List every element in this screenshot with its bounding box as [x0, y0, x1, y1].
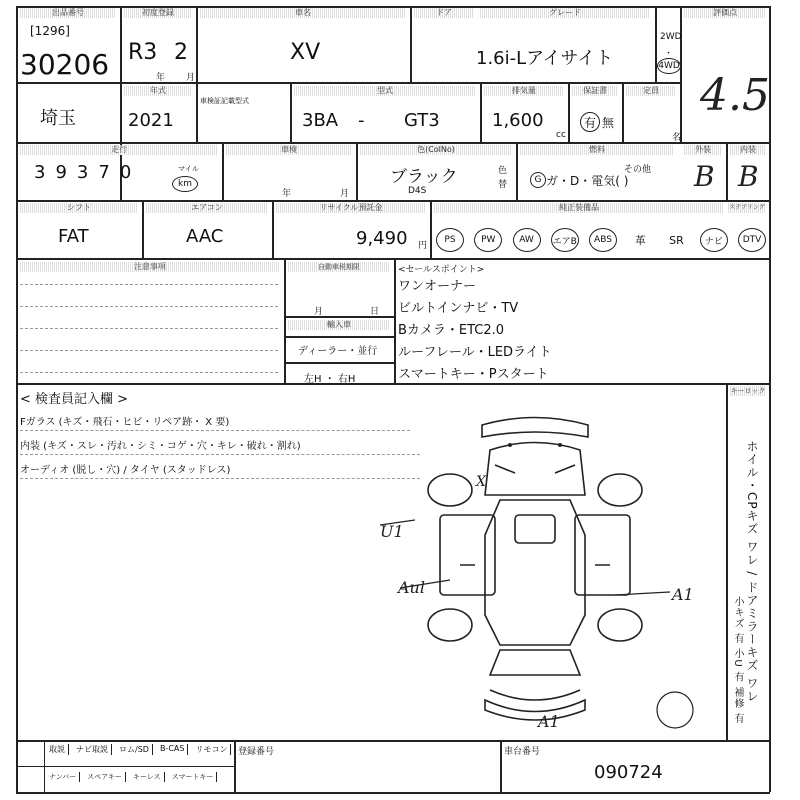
cc-unit: cc — [556, 130, 566, 140]
sales-label: <セールスポイント> — [398, 265, 485, 275]
inspector-line-audio: オーディオ (脱し・穴) / タイヤ (スタッドレス) — [20, 465, 231, 476]
color-value: ブラック — [390, 167, 458, 187]
keylock-label: キーロック — [730, 387, 766, 395]
notes-month: 月 — [314, 307, 324, 317]
type-label: 型式 — [294, 86, 476, 96]
mileage-digits — [34, 162, 131, 183]
caution-label: 注意事項 — [20, 262, 280, 272]
damage-mark-a1-right: A1 — [672, 585, 694, 604]
type-code: GT3 — [404, 110, 440, 131]
door-label: ドア — [414, 8, 474, 18]
footer-item: スペアキー — [84, 772, 126, 782]
region: 埼玉 — [40, 108, 76, 129]
shaken-label: 車検 — [226, 145, 352, 155]
footer-item: リモコン — [192, 744, 231, 755]
footer-item: キーレス — [130, 772, 165, 782]
first-reg-month: 2 — [174, 40, 188, 65]
exterior-grade: B — [694, 160, 715, 193]
model-label: 車名 — [200, 8, 406, 18]
sales-point: スマートキー・Pスタート — [398, 367, 549, 382]
dealer-option: ディーラー・並行 — [298, 346, 378, 357]
lot-sub: [1296] — [30, 24, 70, 38]
mileage-digit: 9 — [55, 162, 67, 183]
damage-mark-x: X — [476, 474, 486, 490]
equipment-item: PS — [436, 228, 464, 252]
reg-note-label: 車検証記載型式 — [200, 97, 249, 105]
equipment-item: PW — [474, 228, 502, 252]
warranty-no: 無 — [602, 116, 615, 130]
fuel-label: 燃料 — [520, 145, 674, 155]
equipment-item: エアB — [551, 228, 579, 252]
lot-number: 30206 — [20, 48, 110, 81]
year-label: 年式 — [124, 86, 192, 96]
first-reg-label: 初度登録 — [124, 8, 192, 18]
vertical-small-notes: 小キズ 有 小U 有 補修 有 — [732, 596, 743, 725]
footer-items-bottom — [46, 772, 217, 782]
shift-label: シフト — [20, 203, 138, 213]
warranty-label: 保証書 — [572, 86, 618, 96]
ac-value: AAC — [186, 226, 224, 247]
chassis-label: 車台番号 — [504, 747, 541, 757]
displacement-label: 排気量 — [484, 86, 564, 96]
model-name: XV — [290, 40, 321, 65]
interior-grade: B — [738, 160, 759, 193]
displacement-value: 1,600 — [492, 110, 544, 131]
grade-value: 1.6i-Lアイサイト — [476, 48, 614, 69]
shift-value: FAT — [58, 226, 89, 247]
handle-option: 左H ・ 右H — [304, 374, 356, 385]
score-label: 評価点 — [684, 8, 766, 18]
vertical-notes: ホイル・CPキズ ワレ / ドアミラーキズ ワレ — [745, 440, 759, 703]
damage-mark-a1-bottom: A1 — [538, 712, 560, 731]
capacity-label: 定員 — [626, 86, 676, 96]
equipment-label: 純正装備品 — [434, 203, 724, 213]
fuel-options: ガ・D・電気( ) — [546, 174, 629, 188]
mileage-digit: 3 — [76, 162, 89, 183]
equipment-list — [436, 226, 766, 254]
exterior-label: 外装 — [684, 145, 722, 155]
month-unit: 月 — [186, 73, 196, 83]
damage-mark-ul: U1 — [380, 522, 404, 541]
footer-item: ナビ取説 — [73, 744, 112, 755]
mileage-digit: 0 — [119, 162, 132, 183]
shaken-month-unit: 月 — [340, 189, 350, 199]
drive-2wd: 2WD — [660, 32, 682, 42]
footer-item: 取説 — [46, 744, 69, 755]
interior-label: 内装 — [730, 145, 766, 155]
damage-mark-aul: Aul — [398, 578, 425, 597]
equipment-item: AW — [513, 228, 541, 252]
mileage-unit-mile: マイル — [178, 165, 199, 173]
equipment-item: DTV — [738, 228, 766, 252]
equipment-item: ナビ — [700, 228, 728, 252]
type-dash: - — [358, 110, 365, 131]
recycle-label: リサイクル預託金 — [276, 203, 426, 213]
steering-label: ステアリング — [729, 204, 765, 211]
reg-no-label: 登録番号 — [238, 747, 275, 757]
equipment-item: ABS — [589, 228, 617, 252]
inspector-line-glass: Fガラス (キズ・飛石・ヒビ・リペア跡・ X 要) — [20, 417, 230, 428]
inspection-label: 自動車税期限 — [288, 262, 390, 272]
lot-label: 出品番号 — [20, 8, 116, 18]
ac-label: エアコン — [146, 203, 268, 213]
mileage-label: 走行 — [20, 145, 218, 155]
type-prefix: 3BA — [302, 110, 339, 131]
chassis-number: 090724 — [594, 762, 663, 783]
capacity-unit: 名 — [672, 133, 682, 143]
notes-day: 日 — [370, 307, 380, 317]
import-label: 輸入車 — [288, 320, 390, 330]
year-unit: 年 — [156, 73, 166, 83]
color-label: 色(ColNo) — [360, 145, 512, 155]
footer-items-top — [46, 744, 231, 755]
footer-item: スマートキー — [169, 772, 218, 782]
sales-point: ワンオーナー — [398, 279, 477, 294]
shaken-year-unit: 年 — [282, 189, 292, 199]
footer-item: B-CAS — [157, 744, 189, 755]
damage-marks — [370, 470, 800, 740]
sales-point: Bカメラ・ETC2.0 — [398, 323, 505, 338]
sales-point: ルーフレール・LEDライト — [398, 345, 552, 360]
equipment-item: SR — [669, 233, 684, 247]
sales-points — [398, 276, 552, 386]
grade-label: グレード — [480, 8, 650, 18]
mileage-unit-km: km — [172, 176, 198, 192]
fuel-other: その他 — [624, 165, 652, 175]
inspector-title: < 検査員記入欄 > — [20, 392, 129, 407]
warranty-yes: 有 — [580, 112, 600, 132]
footer-item: ロム/SD — [116, 744, 153, 755]
equipment-item: 革 — [634, 234, 646, 247]
footer-item: ナンバー — [46, 772, 80, 782]
yen-unit: 円 — [418, 241, 428, 251]
mileage-digit: 3 — [34, 162, 46, 183]
recycle-value: 9,490 — [356, 228, 408, 249]
color-change: 色替 — [498, 166, 508, 190]
model-year: 2021 — [128, 110, 174, 131]
fuel-gas-selected: G — [530, 172, 546, 188]
score-value: 4.5 — [700, 70, 770, 121]
color-code: D4S — [408, 186, 427, 196]
drive-4wd: 4WD — [657, 58, 681, 74]
inspector-line-interior: 内装 (キズ・スレ・汚れ・シミ・コゲ・穴・キレ・破れ・割れ) — [20, 441, 301, 452]
mileage-digit: 7 — [98, 162, 110, 183]
first-reg-era: R3 — [128, 40, 158, 65]
sales-point: ビルトインナビ・TV — [398, 301, 519, 316]
